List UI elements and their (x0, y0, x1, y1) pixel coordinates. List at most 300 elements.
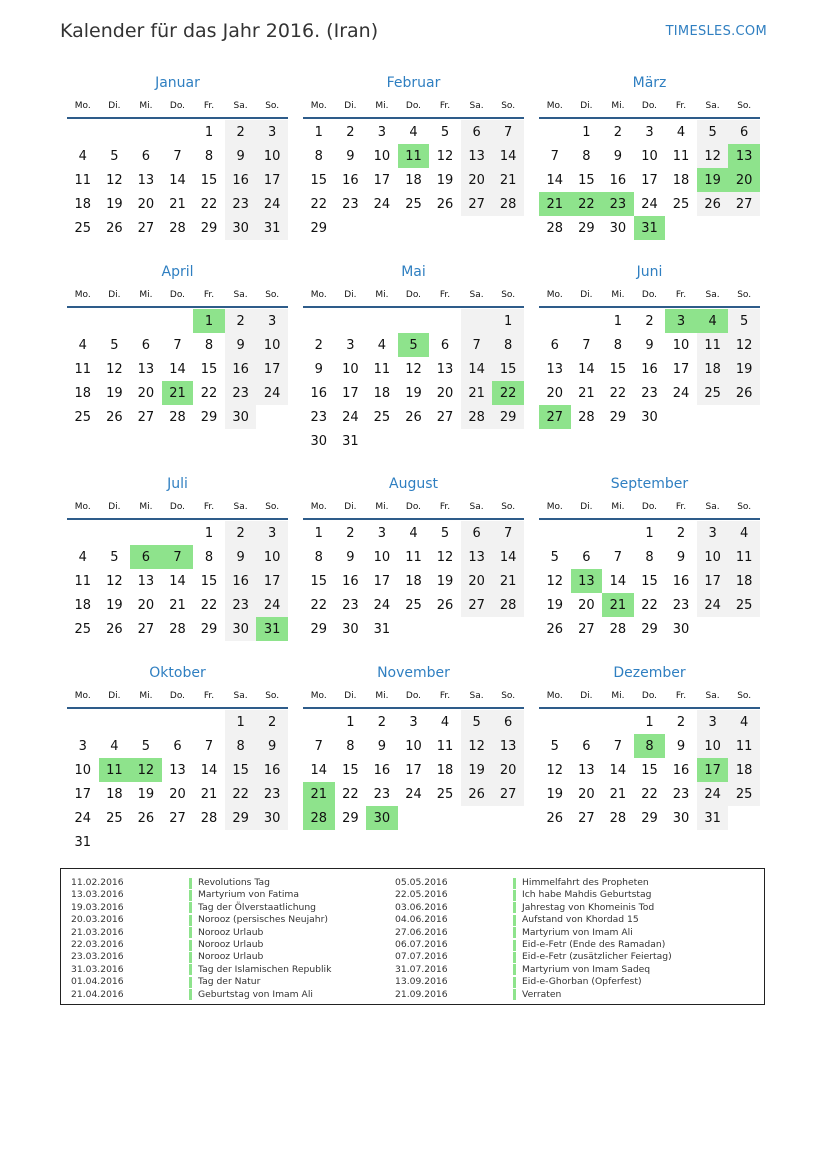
day-cell: 21 (461, 381, 493, 405)
day-grid (539, 709, 760, 830)
day-cell: 30 (672, 621, 690, 637)
holiday-marker-icon (513, 989, 516, 1000)
weekday-header (67, 495, 288, 520)
weekday-label: Di. (108, 501, 121, 512)
weekday-label: Sa. (233, 690, 248, 701)
day-cell: 6 (130, 545, 162, 569)
day-cell: 25 (74, 220, 92, 236)
weekday-label: Do. (641, 100, 658, 111)
day-cell: 10 (405, 738, 422, 754)
day-cell: 7 (173, 337, 182, 353)
day-cell: 6 (492, 710, 524, 734)
legend-row (395, 976, 672, 988)
day-cell: 3 (665, 309, 697, 333)
empty-cell (256, 405, 288, 429)
day-cell: 2 (346, 525, 355, 541)
month-januar (67, 72, 288, 261)
day-cell: 9 (314, 361, 323, 377)
legend-row (395, 989, 672, 1001)
empty-cell (602, 521, 634, 545)
day-cell: 28 (609, 810, 627, 826)
empty-cell (492, 216, 524, 240)
day-cell: 8 (225, 734, 257, 758)
day-cell: 15 (200, 172, 218, 188)
weekday-label: Do. (405, 100, 422, 111)
day-cell: 5 (110, 148, 119, 164)
legend-date: 21.04.2016 (71, 988, 124, 1000)
day-cell: 31 (256, 216, 288, 240)
day-cell: 18 (697, 357, 729, 381)
empty-cell (99, 710, 131, 734)
day-cell: 29 (641, 621, 658, 637)
day-cell: 25 (405, 196, 422, 212)
legend-date: 21.09.2016 (395, 988, 448, 1000)
legend-holiday-name: Eid-e-Fetr (zusätzlicher Feiertag) (522, 951, 672, 963)
day-cell: 13 (169, 762, 186, 778)
weekday-header (303, 684, 524, 709)
weekday-label: Fr. (203, 100, 215, 111)
day-cell: 18 (405, 573, 422, 589)
weekday-label: Sa. (705, 289, 720, 300)
day-cell: 11 (405, 549, 422, 565)
holiday-marker-icon (189, 915, 192, 926)
day-cell: 4 (697, 309, 729, 333)
day-grid (539, 308, 760, 429)
day-cell: 9 (346, 148, 355, 164)
day-cell: 11 (398, 144, 430, 168)
weekday-label: Do. (169, 289, 186, 300)
month-mai (303, 261, 524, 473)
weekday-label: Mi. (375, 100, 389, 111)
day-cell: 20 (169, 786, 186, 802)
day-cell: 31 (256, 617, 288, 641)
weekday-label: So. (265, 501, 280, 512)
legend-date: 22.03.2016 (71, 938, 124, 950)
day-cell: 9 (225, 545, 257, 569)
empty-cell (366, 429, 398, 453)
day-cell: 24 (641, 196, 658, 212)
day-cell: 12 (436, 549, 454, 565)
day-cell: 13 (137, 573, 155, 589)
day-cell: 7 (461, 333, 493, 357)
legend-row (71, 939, 331, 951)
weekday-label: So. (737, 289, 752, 300)
day-cell: 24 (697, 782, 729, 806)
day-cell: 15 (578, 172, 595, 188)
day-cell: 24 (373, 196, 391, 212)
day-cell: 5 (440, 525, 450, 541)
empty-cell (539, 710, 571, 734)
legend-row (71, 976, 331, 988)
empty-cell (99, 521, 131, 545)
legend-row (395, 964, 672, 976)
day-cell: 3 (697, 521, 729, 545)
day-cell: 26 (405, 409, 422, 425)
empty-cell (461, 216, 493, 240)
weekday-label: Do. (641, 690, 658, 701)
day-cell: 29 (641, 810, 658, 826)
empty-cell (130, 710, 162, 734)
day-cell: 10 (342, 361, 359, 377)
day-cell: 2 (225, 521, 257, 545)
day-cell: 5 (550, 738, 559, 754)
legend-row (395, 914, 672, 926)
holiday-marker-icon (189, 890, 192, 901)
weekday-label: Fr. (439, 100, 451, 111)
empty-cell (429, 216, 461, 240)
holiday-marker-icon (513, 890, 516, 901)
day-cell: 20 (137, 597, 155, 613)
day-cell: 22 (310, 597, 328, 613)
day-cell: 13 (571, 569, 603, 593)
empty-cell (398, 309, 430, 333)
day-cell: 30 (310, 433, 328, 449)
day-cell: 18 (728, 758, 760, 782)
day-cell: 12 (106, 172, 123, 188)
day-cell: 27 (461, 192, 493, 216)
empty-cell (398, 216, 430, 240)
day-cell: 20 (492, 758, 524, 782)
empty-cell (571, 710, 603, 734)
empty-cell (99, 120, 131, 144)
day-cell: 19 (461, 758, 493, 782)
day-cell: 24 (342, 409, 359, 425)
day-grid (67, 119, 288, 240)
day-cell: 29 (578, 220, 595, 236)
day-cell: 28 (200, 810, 218, 826)
day-cell: 11 (672, 148, 690, 164)
day-cell: 7 (613, 738, 623, 754)
legend-holiday-name: Norooz (persisches Neujahr) (198, 914, 328, 926)
day-cell: 11 (697, 333, 729, 357)
weekday-label: Do. (405, 501, 422, 512)
day-cell: 27 (728, 192, 760, 216)
day-cell: 15 (492, 357, 524, 381)
holiday-marker-icon (189, 977, 192, 988)
day-cell: 18 (106, 786, 123, 802)
holiday-marker-icon (513, 952, 516, 963)
day-cell: 10 (697, 734, 729, 758)
day-cell: 25 (74, 409, 92, 425)
empty-cell (398, 617, 430, 641)
day-cell: 19 (436, 573, 454, 589)
legend-holiday-name: Martyrium von Imam Ali (522, 926, 633, 938)
day-cell: 20 (578, 786, 595, 802)
weekday-label: So. (737, 100, 752, 111)
day-cell: 2 (645, 313, 654, 329)
month-name: Juni (636, 264, 663, 280)
empty-cell (697, 216, 729, 240)
month-name: August (389, 476, 438, 492)
weekday-header (539, 684, 760, 709)
day-cell: 1 (204, 124, 214, 140)
weekday-label: Di. (108, 690, 121, 701)
day-cell: 21 (602, 593, 634, 617)
day-cell: 22 (310, 196, 328, 212)
day-cell: 18 (672, 172, 690, 188)
weekday-label: Fr. (203, 690, 215, 701)
day-cell: 14 (169, 573, 186, 589)
weekday-header (303, 283, 524, 308)
day-cell: 9 (377, 738, 387, 754)
day-cell: 5 (110, 549, 119, 565)
day-cell: 3 (256, 309, 288, 333)
day-cell: 1 (492, 309, 524, 333)
month-name: Juli (167, 476, 188, 492)
holiday-marker-icon (189, 878, 192, 889)
empty-cell (602, 710, 634, 734)
holiday-marker-icon (189, 940, 192, 951)
day-cell: 5 (440, 124, 450, 140)
weekday-header (67, 283, 288, 308)
day-cell: 24 (256, 192, 288, 216)
holiday-marker-icon (513, 902, 516, 913)
holiday-marker-icon (513, 878, 516, 889)
day-cell: 9 (225, 144, 257, 168)
weekday-label: So. (265, 100, 280, 111)
day-cell: 27 (578, 810, 595, 826)
legend-date: 01.04.2016 (71, 976, 124, 988)
day-cell: 21 (169, 597, 186, 613)
weekday-label: So. (737, 501, 752, 512)
day-cell: 23 (342, 597, 359, 613)
legend-row (71, 914, 331, 926)
day-cell: 16 (342, 172, 359, 188)
month-name: Dezember (613, 665, 686, 681)
empty-cell (665, 216, 697, 240)
empty-cell (335, 216, 367, 240)
day-cell: 30 (256, 806, 288, 830)
weekday-label: Di. (344, 100, 357, 111)
day-cell: 28 (169, 621, 186, 637)
day-cell: 15 (200, 361, 218, 377)
day-cell: 2 (676, 525, 686, 541)
month-september (539, 473, 760, 662)
day-cell: 13 (137, 172, 155, 188)
day-cell: 20 (461, 168, 493, 192)
day-cell: 13 (461, 144, 493, 168)
day-cell: 23 (342, 196, 359, 212)
weekday-label: Fr. (675, 690, 687, 701)
day-cell: 2 (346, 124, 355, 140)
empty-cell (67, 710, 99, 734)
day-cell: 22 (641, 597, 658, 613)
weekday-label: Fr. (439, 289, 451, 300)
legend-date: 27.06.2016 (395, 926, 448, 938)
empty-cell (461, 617, 493, 641)
day-cell: 23 (225, 381, 257, 405)
day-cell: 17 (74, 786, 92, 802)
day-cell: 13 (461, 545, 493, 569)
weekday-label: Sa. (469, 100, 484, 111)
day-cell: 23 (310, 409, 328, 425)
day-cell: 12 (546, 573, 564, 589)
empty-cell (571, 309, 603, 333)
legend-row (395, 927, 672, 939)
day-cell: 25 (697, 381, 729, 405)
weekday-label: Mi. (375, 289, 389, 300)
weekday-label: Mi. (611, 501, 625, 512)
weekday-label: Fr. (203, 289, 215, 300)
empty-cell (697, 405, 729, 429)
day-cell: 11 (74, 172, 92, 188)
day-cell: 12 (546, 762, 564, 778)
day-cell: 26 (546, 810, 564, 826)
day-cell: 26 (461, 782, 493, 806)
day-cell: 7 (314, 738, 323, 754)
day-cell: 5 (728, 309, 760, 333)
day-cell: 4 (78, 549, 87, 565)
day-cell: 17 (672, 361, 690, 377)
day-cell: 30 (225, 405, 257, 429)
holiday-marker-icon (513, 927, 516, 938)
legend-holiday-name: Ich habe Mahdis Geburtstag (522, 889, 652, 901)
day-cell: 14 (609, 573, 627, 589)
day-cell: 18 (74, 385, 92, 401)
month-dezember (539, 662, 760, 874)
day-cell: 17 (373, 573, 391, 589)
day-cell: 9 (346, 549, 355, 565)
day-cell: 3 (256, 120, 288, 144)
legend-row (71, 964, 331, 976)
day-cell: 28 (492, 192, 524, 216)
day-cell: 28 (578, 409, 595, 425)
weekday-label: Mo. (310, 501, 327, 512)
day-cell: 27 (492, 782, 524, 806)
day-cell: 3 (409, 714, 418, 730)
empty-cell (162, 309, 194, 333)
month-november (303, 662, 524, 874)
holiday-marker-icon (189, 964, 192, 975)
day-cell: 16 (373, 762, 391, 778)
empty-cell (67, 309, 99, 333)
day-cell: 3 (256, 521, 288, 545)
day-cell: 17 (697, 758, 729, 782)
day-cell: 26 (106, 409, 123, 425)
day-cell: 11 (373, 361, 391, 377)
empty-cell (366, 309, 398, 333)
day-cell: 26 (697, 192, 729, 216)
day-cell: 10 (373, 549, 391, 565)
day-cell: 21 (162, 381, 194, 405)
day-cell: 25 (728, 782, 760, 806)
day-cell: 15 (342, 762, 359, 778)
day-cell: 22 (200, 597, 218, 613)
day-cell: 6 (141, 148, 151, 164)
day-cell: 14 (169, 172, 186, 188)
day-cell: 19 (546, 786, 564, 802)
day-cell: 21 (609, 786, 627, 802)
day-cell: 27 (539, 405, 571, 429)
day-cell: 30 (225, 617, 257, 641)
legend-date: 20.03.2016 (71, 914, 124, 926)
day-cell: 8 (204, 148, 214, 164)
day-cell: 15 (641, 573, 658, 589)
legend-holiday-name: Verraten (522, 988, 562, 1000)
legend-row (71, 951, 331, 963)
day-cell: 24 (405, 786, 422, 802)
weekday-label: Do. (169, 690, 186, 701)
day-cell: 6 (582, 549, 591, 565)
legend-holiday-name: Norooz Urlaub (198, 938, 264, 950)
month-juni (539, 261, 760, 473)
day-cell: 14 (169, 361, 186, 377)
day-cell: 25 (106, 810, 123, 826)
weekday-label: So. (501, 690, 516, 701)
weekday-label: Sa. (233, 100, 248, 111)
day-cell: 17 (641, 172, 658, 188)
day-cell: 23 (225, 593, 257, 617)
day-cell: 13 (728, 144, 760, 168)
day-cell: 6 (173, 738, 182, 754)
day-cell: 17 (405, 762, 422, 778)
day-cell: 20 (137, 196, 155, 212)
weekday-label: Mi. (611, 289, 625, 300)
legend-row (71, 877, 331, 889)
weekday-header (539, 495, 760, 520)
day-cell: 28 (303, 806, 335, 830)
empty-cell (539, 309, 571, 333)
day-cell: 25 (672, 196, 690, 212)
empty-cell (429, 429, 461, 453)
brand-logo[interactable]: TIMESLES.COM (665, 24, 767, 39)
empty-cell (492, 429, 524, 453)
weekday-label: Fr. (675, 289, 687, 300)
day-cell: 26 (436, 597, 454, 613)
day-cell: 29 (342, 810, 359, 826)
day-cell: 9 (613, 148, 623, 164)
day-cell: 16 (609, 172, 627, 188)
day-cell: 3 (645, 124, 654, 140)
day-cell: 6 (141, 337, 151, 353)
day-cell: 20 (461, 569, 493, 593)
empty-cell (193, 710, 225, 734)
day-cell: 26 (436, 196, 454, 212)
weekday-label: Di. (344, 289, 357, 300)
day-cell: 9 (676, 549, 686, 565)
day-cell: 22 (571, 192, 603, 216)
weekday-label: Mo. (546, 501, 563, 512)
day-cell: 22 (200, 385, 218, 401)
day-cell: 26 (106, 220, 123, 236)
day-cell: 21 (539, 192, 571, 216)
day-cell: 9 (256, 734, 288, 758)
legend-row (395, 877, 672, 889)
day-cell: 5 (110, 337, 119, 353)
day-grid (67, 709, 288, 854)
day-cell: 7 (550, 148, 559, 164)
weekday-header (539, 94, 760, 119)
day-cell: 21 (492, 168, 524, 192)
day-cell: 22 (342, 786, 359, 802)
day-cell: 14 (461, 357, 493, 381)
day-cell: 17 (256, 168, 288, 192)
empty-cell (665, 405, 697, 429)
month-name: November (377, 665, 450, 681)
day-cell: 28 (609, 621, 627, 637)
weekday-label: Mo. (310, 690, 327, 701)
weekday-label: Fr. (675, 501, 687, 512)
empty-cell (461, 429, 493, 453)
day-cell: 7 (613, 549, 623, 565)
legend-date: 07.07.2016 (395, 951, 448, 963)
empty-cell (99, 830, 131, 854)
empty-cell (728, 405, 760, 429)
weekday-label: Sa. (233, 501, 248, 512)
day-cell: 17 (373, 172, 391, 188)
weekday-label: Do. (169, 501, 186, 512)
weekday-label: Sa. (469, 690, 484, 701)
